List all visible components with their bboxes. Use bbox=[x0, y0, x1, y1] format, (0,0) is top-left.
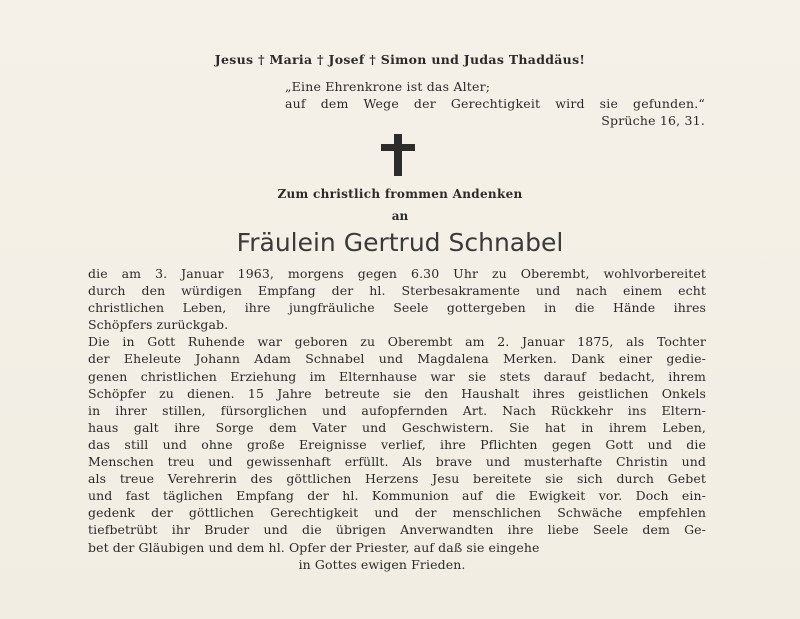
body-line: Schöpfer zu dienen. 15 Jahre betreute sie den Haushalt ihres geistlichen Onkels bbox=[88, 385, 706, 401]
deceased-name: Fräulein Gertrud Schnabel bbox=[236, 228, 564, 257]
body-line: Die in Gott Ruhende war geboren zu Oberembt am 2. Januar 1875, als Tochter bbox=[88, 334, 706, 350]
body-line: christlichen Leben, ihre jungfräuliche Seele gottergeben in die Hände ihres bbox=[88, 300, 706, 316]
bible-quote bbox=[285, 78, 705, 129]
body-line: Menschen treu und gewissenhaft erfüllt. Als brave und musterhafte Christin und bbox=[88, 454, 706, 470]
body-line: haus galt ihre Sorge dem Vater und Geschwistern. Sie hat in ihrem Leben, bbox=[88, 419, 706, 435]
dedication-line: Zum christlich frommen Andenken bbox=[277, 187, 523, 201]
body-line: bet der Gläubigen und dem hl. Opfer der Priester, auf daß sie eingehe bbox=[88, 539, 540, 555]
body-line: der Eheleute Johann Adam Schnabel und Magdalena Merken. Dank einer gedie- bbox=[88, 351, 706, 367]
latin-cross-icon bbox=[381, 134, 415, 176]
body-line: Schöpfers zurückgab. bbox=[88, 317, 229, 333]
body-line: und fast täglichen Empfang der hl. Kommunion auf die Ewigkeit vor. Doch ein- bbox=[88, 488, 706, 504]
quote-line-2: auf dem Wege der Gerechtigkeit wird sie gefunden.“ bbox=[285, 96, 705, 111]
body-line: als treue Verehrerin des göttlichen Herzens Jesu bereitete sie sich durch Gebet bbox=[88, 471, 706, 487]
body-line: durch den würdigen Empfang der hl. Sterbesakramente und nach einem echt bbox=[88, 283, 706, 299]
body-line: das still und ohne große Ereignisse verlief, ihre Pflichten gegen Gott und die bbox=[88, 436, 706, 452]
body-line: gedenk der göttlichen Gerechtigkeit und der menschlichen Schwäche empfehlen bbox=[88, 505, 706, 521]
dedication-an: an bbox=[391, 209, 409, 223]
body-line: die am 3. Januar 1963, morgens gegen 6.30 Uhr zu Oberembt, wohlvorbereitet bbox=[88, 266, 706, 281]
body-line: genen christlichen Erziehung im Elternhause war sie stets darauf bedacht, ihrem bbox=[88, 368, 706, 384]
body-line-final: in Gottes ewigen Frieden. bbox=[298, 556, 466, 572]
body-line: in ihrer stillen, fürsorglichen und aufopfernden Art. Nach Rückkehr ins Eltern- bbox=[88, 402, 706, 418]
quote-reference: Sprüche 16, 31. bbox=[601, 113, 705, 128]
invocation-line: Jesus † Maria † Josef † Simon und Judas Thaddäus! bbox=[214, 52, 586, 67]
quote-line-1: „Eine Ehrenkrone ist das Alter; bbox=[285, 79, 491, 94]
body-line: tiefbetrübt ihr Bruder und die übrigen Anverwandten ihre liebe Seele dem Ge- bbox=[88, 522, 706, 538]
obituary-text bbox=[88, 265, 706, 573]
